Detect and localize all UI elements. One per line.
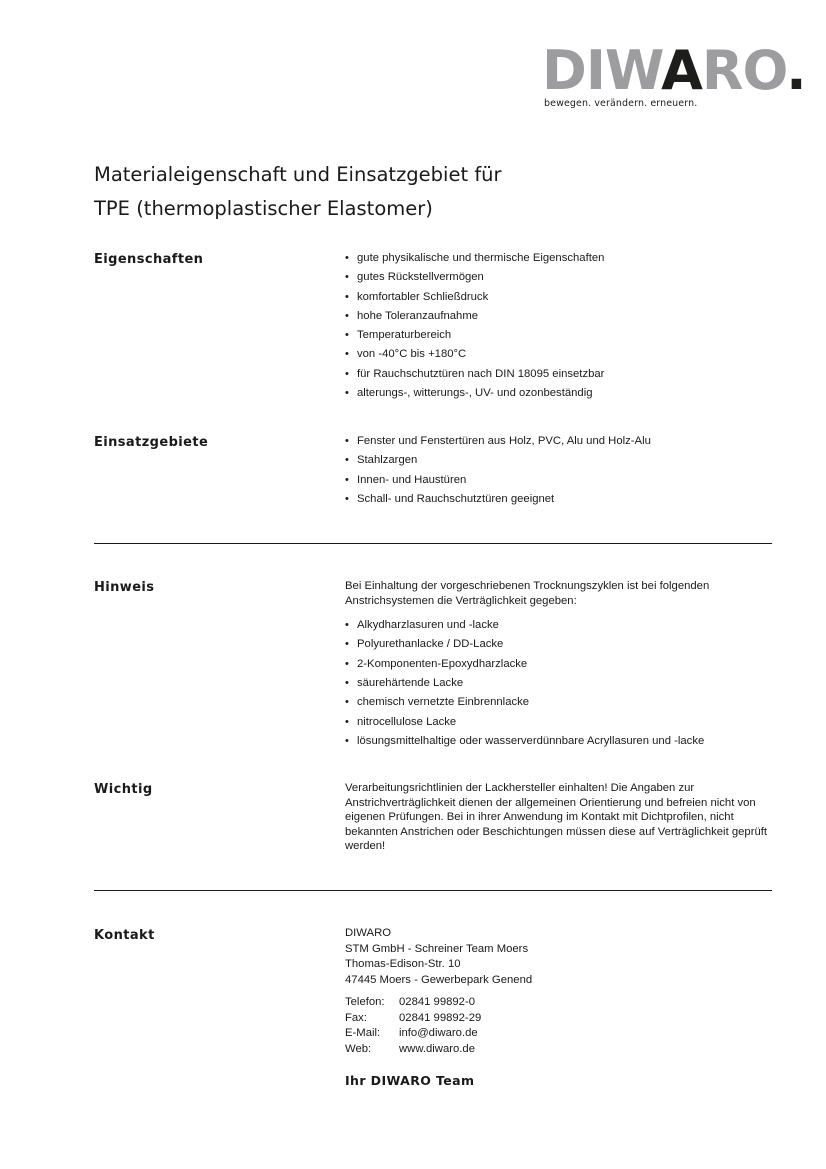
list-item: • 2-Komponenten-Epoxydharzlacke bbox=[345, 655, 775, 674]
list-item: • chemisch vernetzte Einbrennlacke bbox=[345, 693, 775, 712]
list-item: • gutes Rückstellvermögen bbox=[345, 268, 775, 287]
section-label-eigenschaften: Eigenschaften bbox=[94, 252, 204, 267]
section-kontakt bbox=[345, 926, 775, 1088]
hinweis-list bbox=[345, 616, 775, 751]
einsatzgebiete-list bbox=[345, 432, 775, 509]
section-hinweis bbox=[345, 579, 775, 751]
contact-phone bbox=[345, 995, 775, 1011]
contact-fax-label: Fax: bbox=[345, 1011, 367, 1024]
contact-web-value: www.diwaro.de bbox=[399, 1042, 475, 1055]
company-name: DIWARO bbox=[345, 927, 392, 939]
logo-dot: . bbox=[786, 39, 806, 102]
logo-wordmark bbox=[542, 39, 806, 102]
list-item: • komfortabler Schließdruck bbox=[345, 288, 775, 307]
list-item: • hohe Toleranzaufnahme bbox=[345, 307, 775, 326]
section-label-einsatzgebiete: Einsatzgebiete bbox=[94, 435, 209, 450]
divider bbox=[94, 543, 772, 544]
diwaro-logo bbox=[542, 39, 806, 109]
signature: Ihr DIWARO Team bbox=[345, 1073, 475, 1088]
list-item: • Innen- und Haustüren bbox=[345, 471, 775, 490]
list-item: • Alkydharzlasuren und -lacke bbox=[345, 616, 775, 635]
list-item: • von -40°C bis +180°C bbox=[345, 345, 775, 364]
contact-email-label: E-Mail: bbox=[345, 1027, 381, 1039]
list-item: • Fenster und Fenstertüren aus Holz, PVC, Alu und Holz-Alu bbox=[345, 432, 775, 451]
contact-email bbox=[345, 1026, 775, 1042]
eigenschaften-list bbox=[345, 249, 775, 403]
list-item: • alterungs-, witterungs-, UV- und ozonbeständig bbox=[345, 384, 775, 403]
logo-word-part2: A bbox=[661, 39, 702, 102]
section-einsatzgebiete bbox=[345, 432, 775, 509]
document-title bbox=[94, 158, 694, 226]
company-street: Thomas-Edison-Str. 10 bbox=[345, 958, 461, 970]
title-line-1: Materialeigenschaft und Einsatzgebiet für bbox=[94, 163, 502, 186]
logo-word-part1: DIW bbox=[542, 39, 662, 102]
contact-phone-label: Telefon: bbox=[345, 996, 385, 1008]
contact-phone-value: 02841 99892-0 bbox=[399, 996, 476, 1008]
list-item: • lösungsmittelhaltige oder wasserverdünnbare Acryllasuren und -lacke bbox=[345, 732, 775, 751]
section-label-kontakt: Kontakt bbox=[94, 928, 155, 943]
logo-word-part3: RO bbox=[701, 39, 787, 102]
contact-fax-value: 02841 99892-29 bbox=[399, 1011, 482, 1024]
company-full-name: STM GmbH - Schreiner Team Moers bbox=[345, 942, 529, 955]
list-item: • für Rauchschutztüren nach DIN 18095 einsetzbar bbox=[345, 365, 775, 384]
list-item: • Schall- und Rauchschutztüren geeignet bbox=[345, 490, 775, 509]
list-item: • nitrocellulose Lacke bbox=[345, 713, 775, 732]
contact-email-value: info@diwaro.de bbox=[399, 1027, 478, 1039]
list-item: • Polyurethanlacke / DD-Lacke bbox=[345, 635, 775, 654]
hinweis-intro: Bei Einhaltung der vorgeschriebenen Trocknungszyklen ist bei folgenden Anstrichsystemen die Verträglichkeit gegeben: bbox=[345, 580, 710, 607]
section-label-wichtig: Wichtig bbox=[94, 782, 153, 797]
company-city: 47445 Moers - Gewerbepark Genend bbox=[345, 973, 533, 986]
contact-fax bbox=[345, 1011, 775, 1027]
section-label-hinweis: Hinweis bbox=[94, 580, 155, 595]
list-item: • Stahlzargen bbox=[345, 451, 775, 470]
divider bbox=[94, 890, 772, 891]
logo-tagline: bewegen. verändern. erneuern. bbox=[544, 98, 698, 109]
list-item: • Temperaturbereich bbox=[345, 326, 775, 345]
list-item: • säurehärtende Lacke bbox=[345, 674, 775, 693]
contact-web-label: Web: bbox=[345, 1042, 372, 1055]
title-line-2: TPE (thermoplastischer Elastomer) bbox=[94, 197, 433, 220]
wichtig-text: Verarbeitungsrichtlinien der Lackhersteller einhalten! Die Angaben zur Anstrichverträglichkeit dienen der allgemeinen Orientierung und befreien nicht von eigenen Prüfungen. Bei in ihrer Anwendung im Kontakt mit Dichtprofilen, nicht bekannten Anstrichen oder Beschichtungen müssen diese auf Verträglichkeit geprüft werden! bbox=[345, 782, 768, 853]
list-item: • gute physikalische und thermische Eigenschaften bbox=[345, 249, 775, 268]
contact-web bbox=[345, 1042, 775, 1058]
section-eigenschaften bbox=[345, 249, 775, 403]
